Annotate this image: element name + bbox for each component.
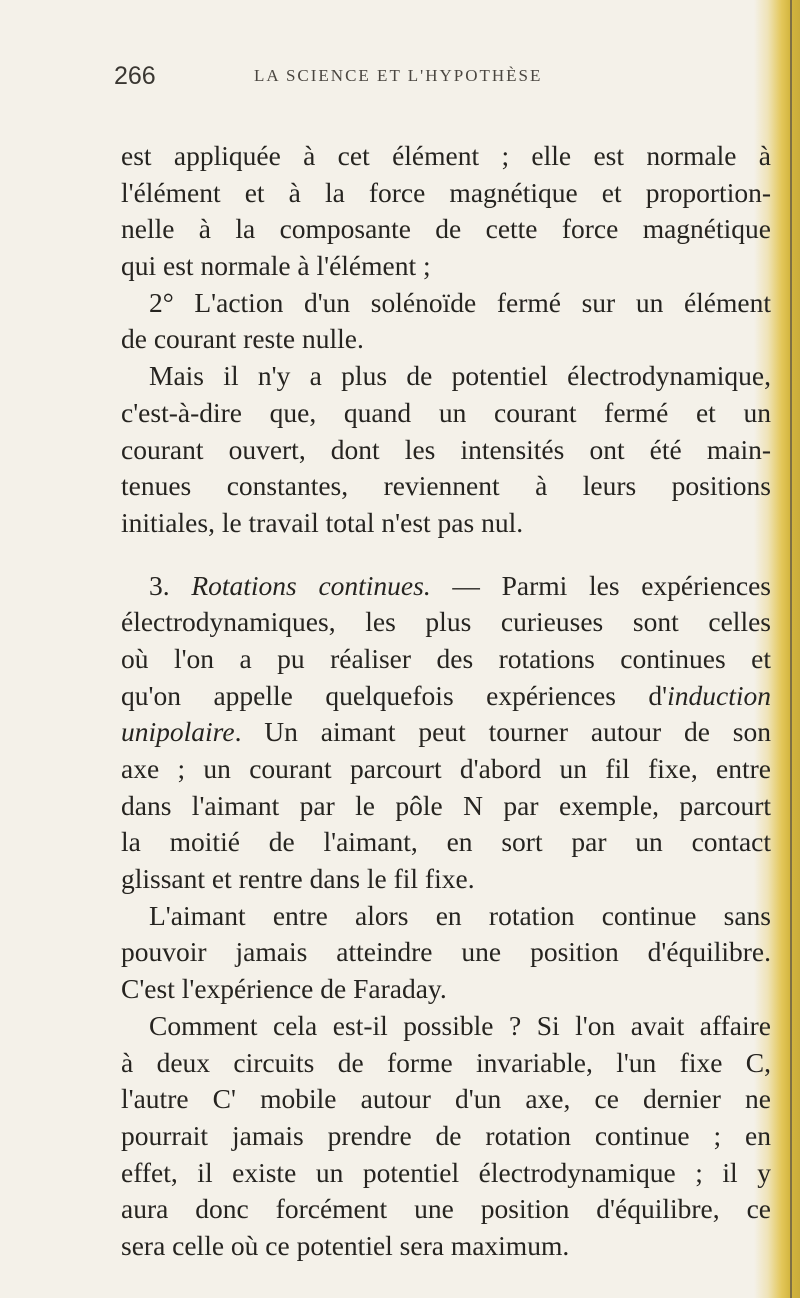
text-line: glissant et rentre dans le fil fixe. (121, 863, 475, 895)
section-heading-line (121, 568, 771, 605)
section-title: Rotations continues. (191, 569, 431, 601)
text-line: effet, il existe un potentiel électrodynamique ; il y (121, 1156, 771, 1188)
text-line: Comment cela est-il possible ? Si l'on avait affaire (149, 1009, 771, 1041)
text-line: tenues constantes, reviennent à leurs positions (121, 470, 771, 502)
text-line: 2° L'action d'un solénoïde fermé sur un élément (149, 286, 771, 318)
text-line: axe ; un courant parcourt d'abord un fil fixe, entre (121, 753, 771, 784)
text-line: L'aimant entre alors en rotation continue sans (149, 899, 771, 931)
text-line: électrodynamiques, les plus curieuses sont celles (121, 606, 771, 638)
text-line: Mais il n'y a plus de potentiel électrodynamique, (149, 360, 771, 392)
text-line: dans l'aimant par le pôle N par exemple, parcourt (121, 789, 771, 821)
text-line: aura donc forcément une position d'équilibre, ce (121, 1193, 771, 1225)
text-line: qui est normale à l'élément ; (121, 250, 431, 282)
text-line: pourrait jamais prendre de rotation continue ; en (121, 1119, 771, 1151)
text-line: courant ouvert, dont les intensités ont été main- (121, 433, 771, 465)
emphasis-induction: induction (667, 679, 771, 711)
text-line (121, 678, 771, 715)
text-line: la moitié de l'aimant, en sort par un contact (121, 826, 771, 858)
text-line: pouvoir jamais atteindre une position d'équilibre. (121, 936, 771, 968)
text-line: c'est-à-dire que, quand un courant fermé et un (121, 396, 771, 428)
text-fragment: . Un aimant peut tourner autour de son (234, 716, 771, 748)
text-line: initiales, le travail total n'est pas nul. (121, 506, 524, 538)
running-head: LA SCIENCE ET L'HYPOTHÈSE (254, 66, 543, 85)
text-line (121, 714, 771, 751)
text-line: l'élément et à la force magnétique et proportion- (121, 176, 771, 208)
page-edge-shadow-line (790, 0, 792, 1298)
text-fragment: qu'on appelle quelquefois expériences d' (121, 679, 668, 711)
text-line: nelle à la composante de cette force magnétique (121, 213, 771, 245)
text-line: de courant reste nulle. (121, 323, 364, 355)
text-line: sera celle où ce potentiel sera maximum. (121, 1229, 570, 1261)
section-title-rest: — Parmi les expériences (430, 569, 772, 601)
text-line: est appliquée à cet élément ; elle est normale à (121, 140, 771, 171)
text-line: l'autre C' mobile autour d'un axe, ce dernier ne (121, 1083, 771, 1115)
emphasis-unipolaire: unipolaire (121, 716, 235, 748)
text-line: où l'on a pu réaliser des rotations continues et (121, 642, 771, 674)
text-line: C'est l'expérience de Faraday. (121, 973, 447, 1005)
page-number: 266 (114, 62, 156, 90)
page-header (114, 62, 754, 102)
text-line: à deux circuits de forme invariable, l'un fixe C, (121, 1046, 771, 1078)
body-text (121, 138, 771, 1265)
section-number: 3. (149, 569, 170, 601)
